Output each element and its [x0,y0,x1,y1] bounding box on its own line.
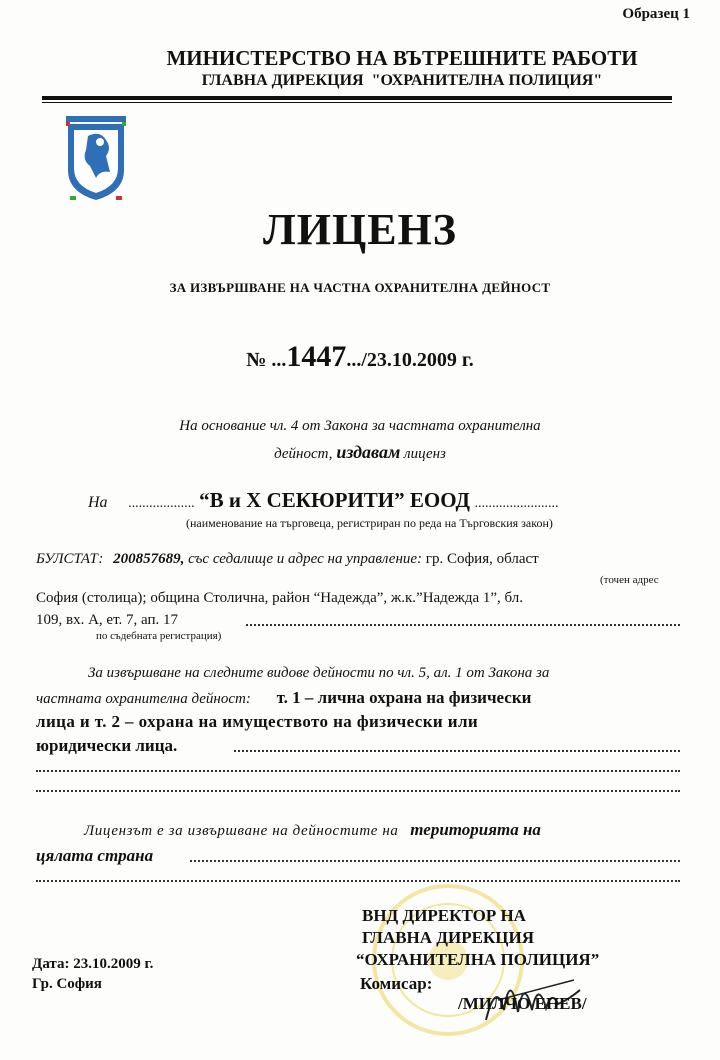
activities-line-2 [36,688,684,708]
territory-intro: Лицензът е за извършване на дейностите на [84,823,399,839]
directorate-title: ГЛАВНА ДИРЕКЦИЯ "ОХРАНИТЕЛНА ПОЛИЦИЯ" [201,72,603,89]
document-title: ЛИЦЕНЗ [262,205,458,254]
activities-dots-2 [36,770,680,772]
holder-line [88,488,688,513]
territory-dots-1 [190,860,680,862]
activities-dots-3 [36,790,680,792]
holder-dots-left: ................... [128,496,195,511]
signature-name: /МИЛЧО ЕНЕВ/ [458,994,587,1013]
activities-text-2: лица и т. 2 – охрана на имуществото на физически или [36,712,479,731]
holder-note: (наименование на търговеца, регистриран по реда на Търговския закон) [186,516,553,530]
basis-word-license: лиценз [404,446,446,462]
coat-of-arms-emblem [60,112,132,204]
bulstat-address-1: гр. София, област [425,551,539,567]
bulstat-address-3-text: 109, вх. А, ет. 7, ап. 17 [36,612,178,628]
basis-word-issue: издавам [336,442,401,462]
license-number-prefix: № ... [246,349,287,371]
bulstat-value: 200857689, [113,551,185,567]
holder-dots-right: ........................ [474,496,559,511]
activities-intro-1: За извършване на следните видове дейности по чл. 5, ал. 1 от Закона за [88,665,550,681]
signature-title-3: “ОХРАНИТЕЛНА ПОЛИЦИЯ” [356,950,600,969]
header-rule [42,96,672,100]
signature-rank: Комисар: [360,974,433,993]
issue-date: Дата: 23.10.2009 г. [32,956,154,972]
territory-text-2: цялата страна [36,846,154,865]
license-number-value: 1447 [286,340,347,373]
holder-company-name: “В и Х СЕКЮРИТИ” ЕООД [199,488,470,512]
ministry-title: МИНИСТЕРСТВО НА ВЪТРЕШНИТЕ РАБОТИ [166,46,638,70]
territory-line-1 [84,820,684,840]
bulstat-address-3 [36,612,684,629]
activities-intro-2: частната охранителна дейност: [36,691,251,707]
activities-text-3: юридически лица. [36,736,178,755]
holder-prefix: На [88,494,108,511]
basis-line-1: На основание чл. 4 от Закона за частната охранителна [179,418,541,434]
bulstat-seat-label: със седалище и адрес на управление: [188,551,423,567]
document-subtitle: ЗА ИЗВЪРШВАНЕ НА ЧАСТНА ОХРАНИТЕЛНА ДЕЙНОСТ [169,280,551,295]
bulstat-line [36,551,684,568]
bulstat-label: БУЛСТАТ: [36,551,104,567]
basis-word-activity: дейност, [274,446,333,462]
license-number [0,340,720,374]
signature-title-1: ВНД ДИРЕКТОР НА [362,906,526,925]
bulstat-dots [246,624,680,626]
bulstat-note-bottom: по съдебната регистрация) [96,630,222,642]
signature-title-2: ГЛАВНА ДИРЕКЦИЯ [362,928,534,947]
activities-text-1: т. 1 – лична охрана на физически [276,688,532,707]
territory-dots-2 [36,880,680,882]
bulstat-address-2: София (столица); община Столична, район “Надежда”, ж.к.”Надежда 1”, бл. [36,590,524,606]
activities-dots-1 [234,750,680,752]
license-number-suffix: .../23.10.2009 г. [346,349,474,371]
territory-text-1: територията на [410,820,541,839]
basis-line-2 [0,442,720,463]
issue-city: Гр. София [32,976,102,992]
sample-label: Образец 1 [622,6,690,22]
header-rule-thin [42,102,672,103]
bulstat-note-right: (точен адрес [600,574,659,586]
